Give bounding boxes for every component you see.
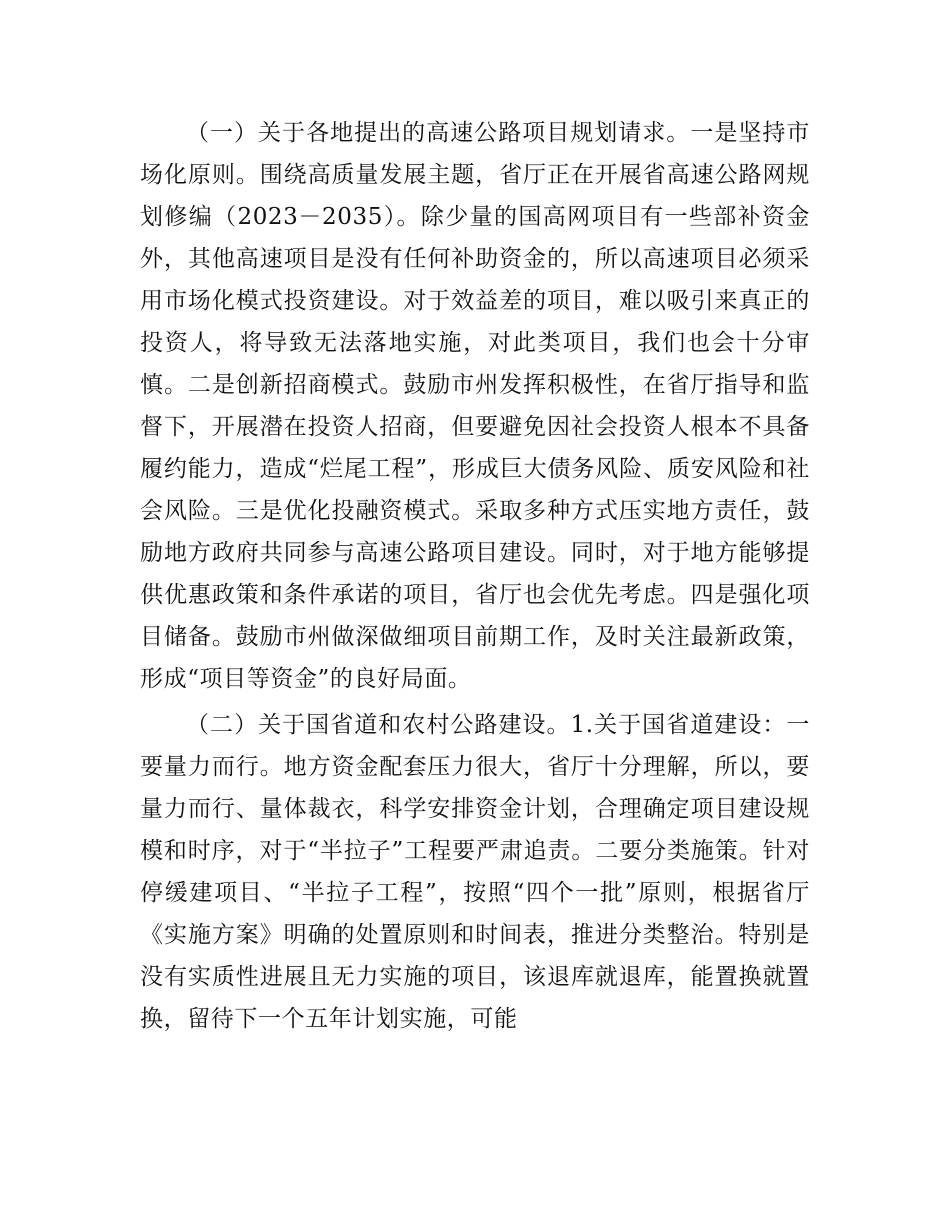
paragraph-highway-planning: （一）关于各地提出的高速公路项目规划请求。一是坚持市场化原则。围绕高质量发展主题，省厅正在开展省高速公路网规划修编（2023－2035）。除少量的国高网项目有一些部补资金外，其他高速项目是没有任何补助资金的，所以高速项目必须采用市场化模式投资建设。对于效益差的项目，难以吸引来真正的投资人，将导致无法落地实施，对此类项目，我们也会十分审慎。二是创新招商模式。鼓励市州发挥积极性，在省厅指导和监督下，开展潜在投资人招商，但要避免因社会投资人根本不具备履约能力，造成“烂尾工程”，形成巨大债务风险、质安风险和社会风险。三是优化投融资模式。采取多种方式压实地方责任，鼓励地方政府共同参与高速公路项目建设。同时，对于地方能够提供优惠政策和条件承诺的项目，省厅也会优先考虑。四是强化项目储备。鼓励市州做深做细项目前期工作，及时关注最新政策，形成“项目等资金”的良好局面。: [140, 120, 810, 692]
paragraph-national-provincial-roads: （二）关于国省道和农村公路建设。1.关于国省道建设：一要量力而行。地方资金配套压力很大，省厅十分理解，所以，要量力而行、量体裁衣，科学安排资金计划，合理确定项目建设规模和时序，对于“半拉子”工程要严肃追责。二要分类施策。针对停缓建项目、“半拉子工程”，按照“四个一批”原则，根据省厅《实施方案》明确的处置原则和时间表，推进分类整治。特别是没有实质性进展且无力实施的项目，该退库就退库，能置换就置换，留待下一个五年计划实施，可能: [140, 712, 810, 1032]
document-body: [140, 112, 810, 1040]
